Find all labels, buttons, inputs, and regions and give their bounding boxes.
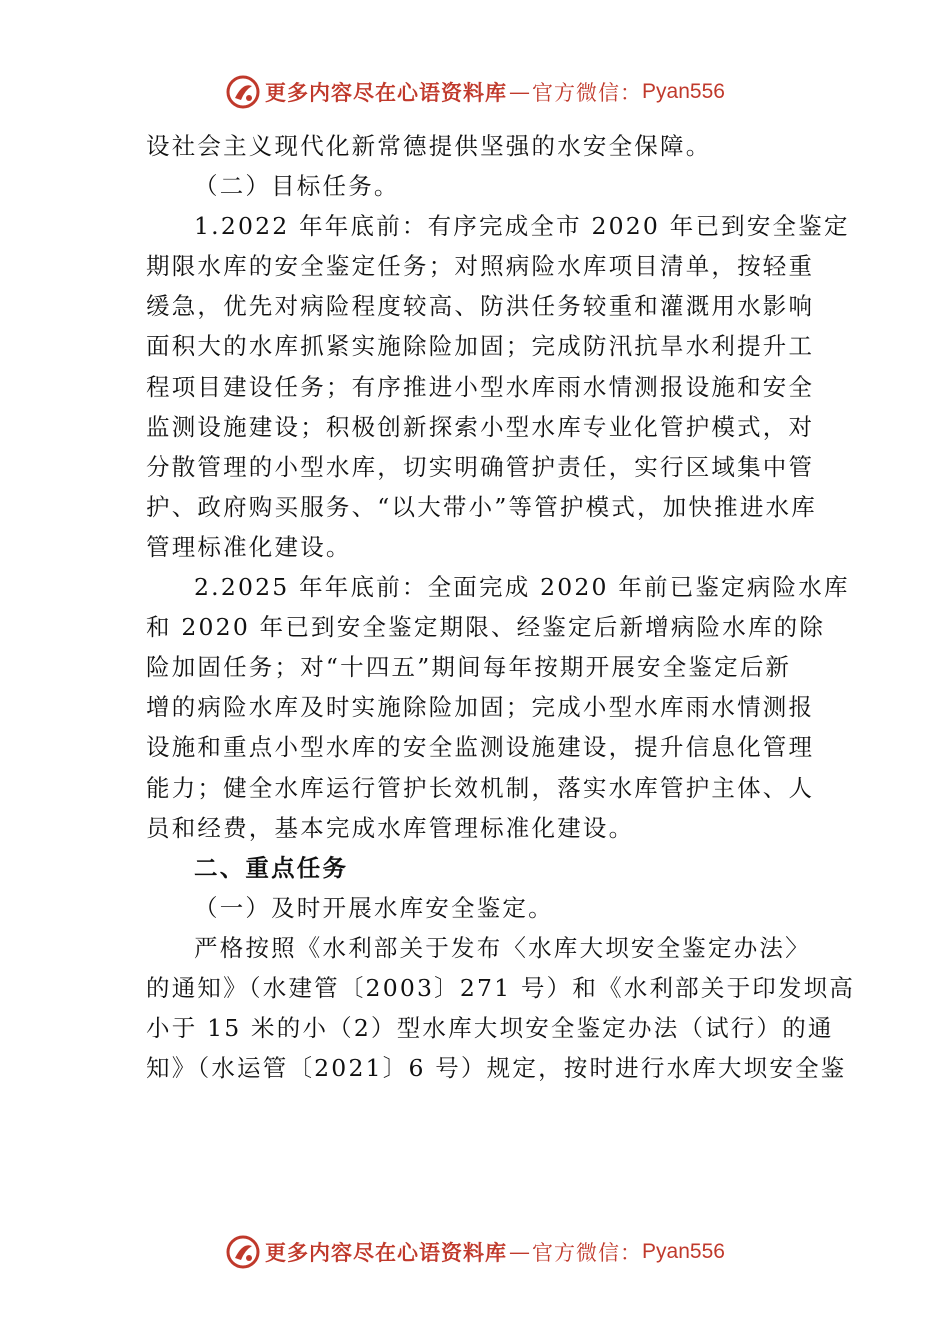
text-line: 员和经费，基本完成水库管理标准化建设。 bbox=[146, 813, 635, 842]
text-line: 管理标准化建设。 bbox=[146, 532, 352, 561]
text-line: 能力；健全水库运行管护长效机制，落实水库管护主体、人 bbox=[146, 773, 815, 802]
text-line: 和 2020 年已到安全鉴定期限、经鉴定后新增病险水库的除 bbox=[146, 613, 826, 642]
banner-main-text: 更多内容尽在心语资料库 bbox=[265, 80, 508, 105]
banner-sub-text: 官方微信： bbox=[532, 1241, 643, 1265]
banner-separator: — bbox=[509, 1240, 531, 1264]
text-line: 面积大的水库抓紧实施除险加固；完成防汛抗旱水利提升工 bbox=[146, 332, 815, 361]
section-heading-key-tasks: 二、重点任务 bbox=[194, 853, 349, 882]
banner-separator: — bbox=[509, 80, 531, 104]
footer-watermark-banner bbox=[0, 1232, 950, 1272]
text-line: 1.2022 年年底前：有序完成全市 2020 年已到安全鉴定 bbox=[194, 212, 850, 241]
banner-wechat-id: Pyan556 bbox=[642, 1240, 725, 1263]
header-watermark-banner bbox=[0, 72, 950, 112]
text-line: 小于 15 米的小（2）型水库大坝安全鉴定办法（试行）的通 bbox=[146, 1014, 834, 1043]
text-line: 设施和重点小型水库的安全监测设施建设，提升信息化管理 bbox=[146, 733, 815, 762]
text-line: 期限水库的安全鉴定任务；对照病险水库项目清单，按轻重 bbox=[146, 252, 815, 281]
logo-icon bbox=[225, 74, 261, 110]
text-line: 的通知》（水建管〔2003〕271 号）和《水利部关于印发坝高 bbox=[146, 973, 856, 1002]
logo-icon bbox=[225, 1234, 261, 1270]
text-line: 严格按照《水利部关于发布〈水库大坝安全鉴定办法〉 bbox=[194, 933, 811, 962]
text-line: 知》（水运管〔2021〕6 号）规定，按时进行水库大坝安全鉴 bbox=[146, 1054, 847, 1083]
text-line: 分散管理的小型水库，切实明确管护责任，实行区域集中管 bbox=[146, 452, 815, 481]
banner-main-text: 更多内容尽在心语资料库 bbox=[265, 1240, 508, 1265]
text-line: 增的病险水库及时实施除险加固；完成小型水库雨水情测报 bbox=[146, 693, 815, 722]
subsection-heading-safety-appraisal: （一）及时开展水库安全鉴定。 bbox=[194, 893, 554, 922]
text-line: 2.2025 年年底前：全面完成 2020 年前已鉴定病险水库 bbox=[194, 573, 850, 602]
subsection-heading-targets: （二）目标任务。 bbox=[194, 172, 400, 201]
text-line: 护、政府购买服务、“以大带小”等管护模式，加快推进水库 bbox=[146, 492, 817, 521]
document-body bbox=[146, 126, 856, 1088]
text-line: 缓急，优先对病险程度较高、防洪任务较重和灌溉用水影响 bbox=[146, 292, 815, 321]
text-line: 设社会主义现代化新常德提供坚强的水安全保障。 bbox=[146, 132, 712, 160]
text-line: 监测设施建设；积极创新探索小型水库专业化管护模式，对 bbox=[146, 412, 815, 441]
text-line: 程项目建设任务；有序推进小型水库雨水情测报设施和安全 bbox=[146, 372, 815, 401]
text-line: 险加固任务；对“十四五”期间每年按期开展安全鉴定后新 bbox=[146, 653, 792, 682]
banner-sub-text: 官方微信： bbox=[532, 81, 643, 105]
banner-wechat-id: Pyan556 bbox=[642, 80, 725, 103]
